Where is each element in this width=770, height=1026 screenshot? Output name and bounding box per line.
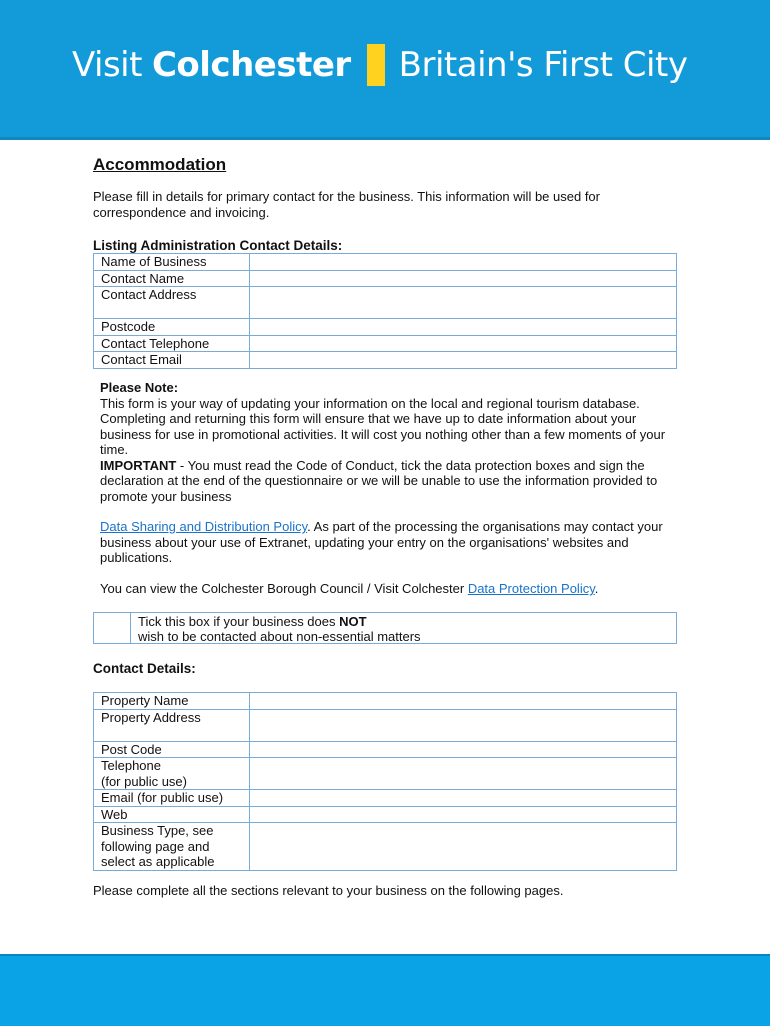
closing-text: Please complete all the sections relevant to your business on the following pages. <box>93 883 564 898</box>
row-label: Contact Email <box>94 352 250 369</box>
important-text <box>100 458 670 505</box>
table-row <box>94 758 677 790</box>
label-line: select as applicable <box>101 854 215 869</box>
contact-telephone-field[interactable] <box>249 335 676 352</box>
sharing-text: . As part of the processing the organisations may contact your business about your use of Extranet, updating your entry on the organisations' websites and publications. <box>100 519 663 565</box>
contact-email-field[interactable] <box>249 352 676 369</box>
post-code-field[interactable] <box>249 741 676 758</box>
table-row <box>94 709 677 741</box>
row-label: Contact Address <box>94 287 250 319</box>
row-label: Web <box>94 806 250 823</box>
opt-out-row <box>93 612 677 644</box>
opt-out-label <box>131 613 421 643</box>
data-sharing-link[interactable]: Data Sharing and Distribution Policy <box>100 519 308 534</box>
table-row <box>94 693 677 710</box>
row-label: Email (for public use) <box>94 790 250 807</box>
table-row <box>94 823 677 871</box>
table-row <box>94 352 677 369</box>
footer-banner <box>0 954 770 1026</box>
row-label <box>94 758 250 790</box>
property-name-field[interactable] <box>249 693 676 710</box>
yellow-divider-bar <box>367 44 385 86</box>
please-note-block <box>100 380 670 504</box>
page-title: Accommodation <box>93 155 227 174</box>
title-colchester: Colchester <box>151 45 351 85</box>
important-body: - You must read the Code of Conduct, tick the data protection boxes and sign the declaration at the end of the questionnaire or we will be unable to use the information provided to promote your business <box>100 457 658 504</box>
contact-table <box>93 692 677 871</box>
sharing-paragraph <box>100 519 670 566</box>
contact-heading: Contact Details: <box>93 661 196 676</box>
protection-paragraph <box>100 581 670 597</box>
opt-out-line2: wish to be contacted about non-essential matters <box>138 629 421 644</box>
table-row <box>94 806 677 823</box>
note-heading: Please Note: <box>100 380 179 395</box>
table-row <box>94 254 677 271</box>
contact-name-field[interactable] <box>249 270 676 287</box>
listing-heading: Listing Administration Contact Details: <box>93 238 343 253</box>
telephone-field[interactable] <box>249 758 676 790</box>
opt-out-not: NOT <box>339 614 367 629</box>
row-label: Contact Telephone <box>94 335 250 352</box>
intro-text: Please fill in details for primary contact for the business. This information will be used for correspondence and invoicing. <box>93 189 600 220</box>
contact-address-field[interactable] <box>249 287 676 319</box>
row-label: Contact Name <box>94 270 250 287</box>
row-label <box>94 823 250 871</box>
opt-out-checkbox[interactable] <box>94 613 131 643</box>
protection-suffix: . <box>594 581 599 596</box>
listing-table <box>93 253 677 369</box>
row-label: Postcode <box>94 319 250 336</box>
row-label: Property Name <box>94 693 250 710</box>
label-line: Business Type, see <box>101 823 214 838</box>
table-row <box>94 790 677 807</box>
important-label: IMPORTANT <box>100 457 177 473</box>
table-row <box>94 287 677 319</box>
table-row <box>94 270 677 287</box>
name-of-business-field[interactable] <box>249 254 676 271</box>
business-type-field[interactable] <box>249 823 676 871</box>
email-field[interactable] <box>249 790 676 807</box>
opt-out-line1: Tick this box if your business does <box>138 614 340 629</box>
label-line: Telephone <box>101 758 161 773</box>
row-label: Name of Business <box>94 254 250 271</box>
table-row <box>94 319 677 336</box>
row-label: Property Address <box>94 709 250 741</box>
label-line: following page and <box>101 838 210 854</box>
protection-prefix: You can view the Colchester Borough Council / Visit Colchester <box>100 581 468 596</box>
title-visit: Visit <box>72 45 142 85</box>
data-protection-link[interactable]: Data Protection Policy <box>467 581 595 596</box>
site-title <box>72 40 687 90</box>
table-row <box>94 741 677 758</box>
table-row <box>94 335 677 352</box>
property-address-field[interactable] <box>249 709 676 741</box>
note-body: This form is your way of updating your information on the local and regional tourism database. Completing and returning this form will ensure that we have up to date information about your business for use in promotional activities. It will cost you nothing other than a few moments of your time. <box>100 395 666 457</box>
web-field[interactable] <box>249 806 676 823</box>
label-line: (for public use) <box>101 773 187 789</box>
postcode-field[interactable] <box>249 319 676 336</box>
tagline: Britain's First City <box>398 45 688 85</box>
row-label: Post Code <box>94 741 250 758</box>
header-banner <box>0 0 770 140</box>
